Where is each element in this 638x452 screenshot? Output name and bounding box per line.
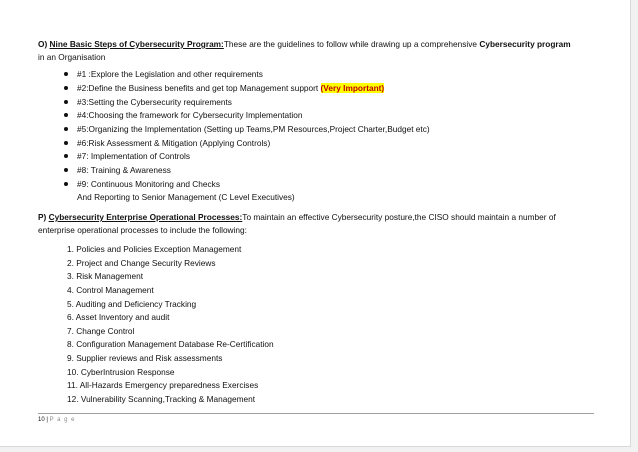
list-item: 1. Policies and Policies Exception Management — [67, 244, 242, 255]
bullet-icon — [64, 168, 68, 172]
section-o-intro — [38, 38, 604, 63]
bullet-icon — [64, 113, 68, 117]
bullet-icon — [64, 100, 68, 104]
list-item: 4. Control Management — [67, 285, 154, 296]
step-text: #6:Risk Assessment & Mitigation (Applying Controls) — [77, 137, 271, 148]
section-o-bold-term: Cybersecurity program — [479, 39, 571, 49]
very-important-highlight: (Very Important) — [320, 82, 385, 93]
list-item: 6. Asset Inventory and audit — [67, 312, 170, 323]
step-item — [64, 137, 604, 151]
step-item — [64, 150, 604, 164]
list-item: 5. Auditing and Deficiency Tracking — [67, 298, 197, 309]
step-item — [64, 123, 604, 137]
list-item: 12. Vulnerability Scanning,Tracking & Management — [67, 393, 256, 404]
list-item: 10. CyberIntrusion Response — [67, 366, 175, 377]
step-item — [64, 178, 604, 192]
bullet-icon — [64, 154, 68, 158]
section-o-title: Nine Basic Steps of Cybersecurity Program: — [49, 39, 224, 49]
list-item: 11. All-Hazards Emergency preparedness Exercises — [67, 380, 259, 391]
section-p-intro — [38, 211, 604, 236]
step-item — [64, 109, 604, 123]
bullet-icon — [64, 86, 68, 90]
step-text: #7: Implementation of Controls — [77, 151, 190, 162]
section-p-label: P) — [38, 212, 47, 223]
steps-list — [38, 68, 604, 191]
page-number: 10 — [38, 417, 45, 423]
list-item: 8. Configuration Management Database Re-Certification — [67, 339, 274, 350]
list-item: 9. Supplier reviews and Risk assessments — [67, 353, 223, 363]
bullet-icon — [64, 72, 68, 76]
step-text: #4:Choosing the framework for Cybersecurity Implementation — [77, 110, 303, 121]
section-p-text-cont: enterprise operational processes to include the following: — [38, 224, 247, 235]
step-text: #1 :Explore the Legislation and other requirements — [77, 69, 263, 80]
bullet-icon — [64, 141, 68, 145]
section-o-label: O) — [38, 39, 48, 49]
list-item: 7. Change Control — [67, 325, 135, 336]
step-text: #8: Training & Awareness — [77, 165, 171, 175]
footer-divider — [38, 413, 594, 414]
bullet-icon — [64, 182, 68, 186]
list-item: 3. Risk Management — [67, 271, 144, 282]
bullet-icon — [64, 127, 68, 131]
page-footer — [38, 417, 76, 423]
processes-list — [38, 243, 604, 406]
step-item — [64, 164, 604, 178]
step-9-continuation: And Reporting to Senior Management (C Level Executives) — [77, 192, 295, 203]
section-o-text: These are the guidelines to follow while drawing up a comprehensive — [223, 39, 480, 49]
section-p-title: Cybersecurity Enterprise Operational Processes: — [48, 212, 243, 223]
page-word: P a g e — [49, 417, 76, 423]
step-item — [64, 96, 604, 110]
step-text: #2:Define the Business benefits and get top Management support — [77, 82, 321, 93]
list-item: 2. Project and Change Security Reviews — [67, 257, 216, 268]
step-text: #5:Organizing the Implementation (Setting up Teams,PM Resources,Project Charter,Budget etc) — [77, 123, 430, 134]
section-o-text-cont: in an Organisation — [38, 51, 106, 62]
step-item — [64, 68, 604, 82]
step-text: #9: Continuous Monitoring and Checks — [77, 178, 220, 189]
step-item — [64, 82, 604, 96]
page-content — [38, 38, 604, 406]
section-p-text: To maintain an effective Cybersecurity posture,the CISO should maintain a number of — [242, 212, 556, 223]
footer-separator: | — [46, 417, 48, 423]
step-text: #3:Setting the Cybersecurity requirements — [77, 96, 232, 107]
